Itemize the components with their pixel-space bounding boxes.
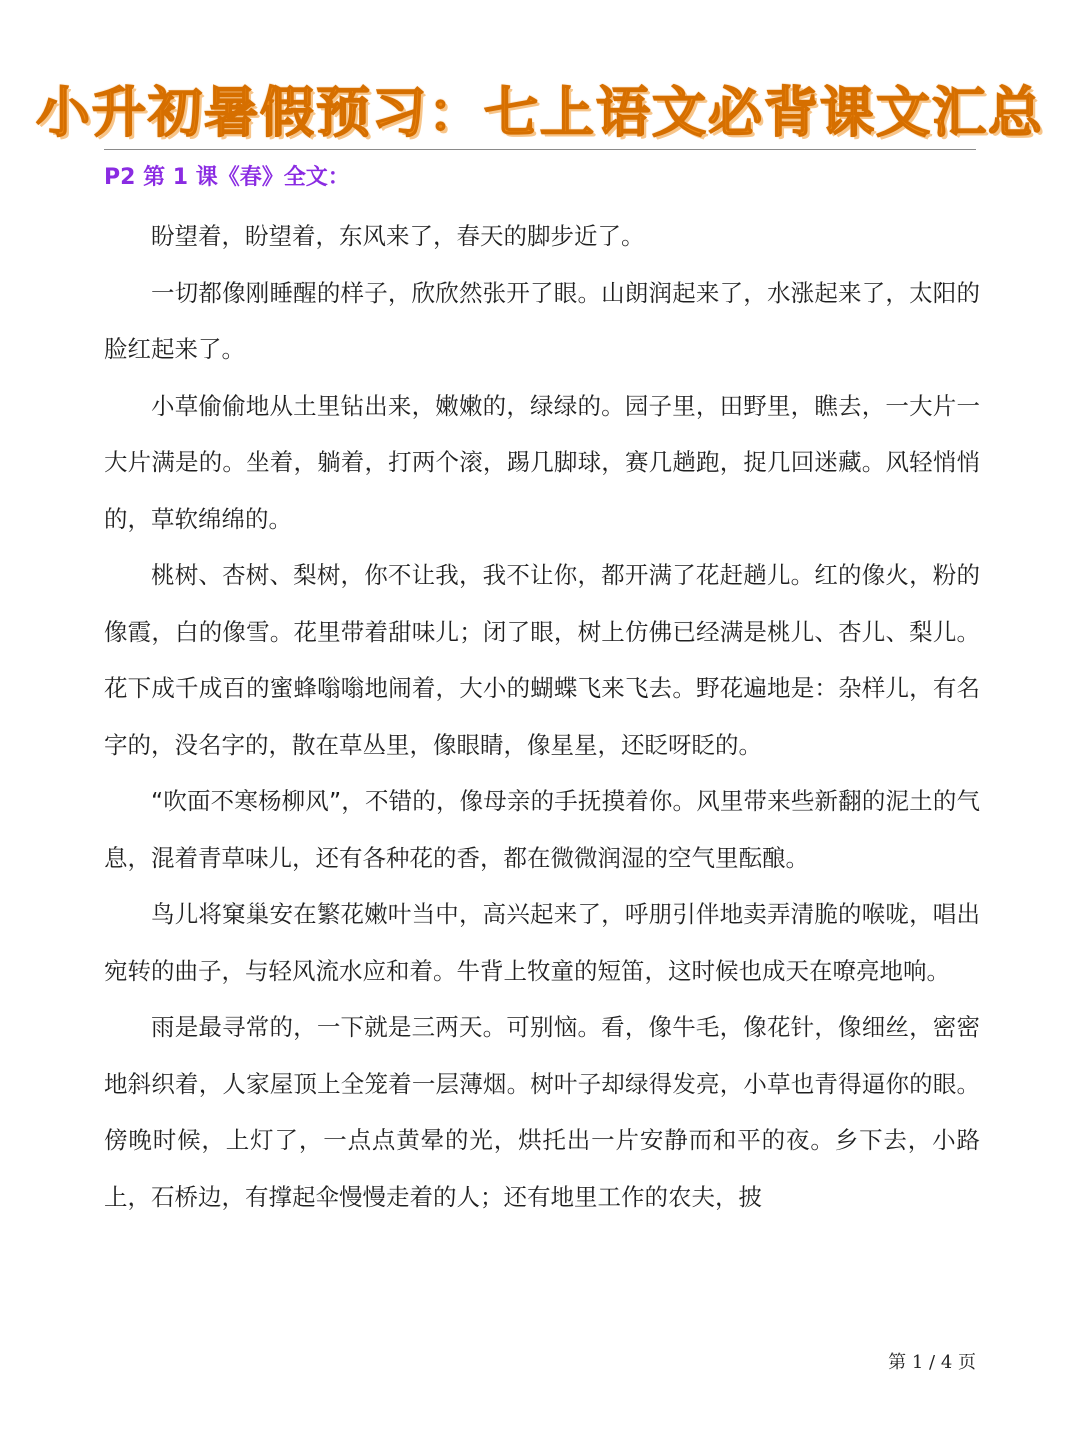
page-number: 第 1 / 4 页 bbox=[888, 1352, 976, 1373]
article-body bbox=[104, 208, 980, 1225]
paragraph: 盼望着，盼望着，东风来了，春天的脚步近了。 bbox=[151, 222, 645, 250]
paragraph: 雨是最寻常的，一下就是三两天。可别恼。看，像牛毛，像花针，像细丝，密密地斜织着，人家屋顶上全笼着一层薄烟。树叶子却绿得发亮，小草也青得逼你的眼。傍晚时候，上灯了，一点点黄晕的光，烘托出一片安静而和平的夜。乡下去，小路上，石桥边，有撑起伞慢慢走着的人；还有地里工作的农夫，披 bbox=[104, 1013, 980, 1211]
title-divider bbox=[104, 149, 976, 150]
paragraph: 鸟儿将窠巢安在繁花嫩叶当中，高兴起来了，呼朋引伴地卖弄清脆的喉咙，唱出宛转的曲子，与轻风流水应和着。牛背上牧童的短笛，这时候也成天在嘹亮地响。 bbox=[104, 900, 980, 985]
section-heading: P2 第 1 课《春》全文： bbox=[104, 165, 350, 190]
paragraph: “吹面不寒杨柳风”，不错的，像母亲的手抚摸着你。风里带来些新翻的泥土的气息，混着青草味儿，还有各种花的香，都在微微润湿的空气里酝酿。 bbox=[104, 787, 980, 872]
paragraph: 小草偷偷地从土里钻出来，嫩嫩的，绿绿的。园子里，田野里，瞧去，一大片一大片满是的。坐着，躺着，打两个滚，踢几脚球，赛几趟跑，捉几回迷藏。风轻悄悄的，草软绵绵的。 bbox=[104, 391, 980, 533]
paragraph: 桃树、杏树、梨树，你不让我，我不让你，都开满了花赶趟儿。红的像火，粉的像霞，白的像雪。花里带着甜味儿；闭了眼，树上仿佛已经满是桃儿、杏儿、梨儿。花下成千成百的蜜蜂嗡嗡地闹着，大小的蝴蝶飞来飞去。野花遍地是：杂样儿，有名字的，没名字的，散在草丛里，像眼睛，像星星，还眨呀眨的。 bbox=[104, 561, 980, 759]
paragraph: 一切都像刚睡醒的样子，欣欣然张开了眼。山朗润起来了，水涨起来了，太阳的脸红起来了。 bbox=[104, 278, 980, 363]
page-title: 小升初暑假预习：七上语文必背课文汇总 bbox=[36, 81, 1044, 144]
